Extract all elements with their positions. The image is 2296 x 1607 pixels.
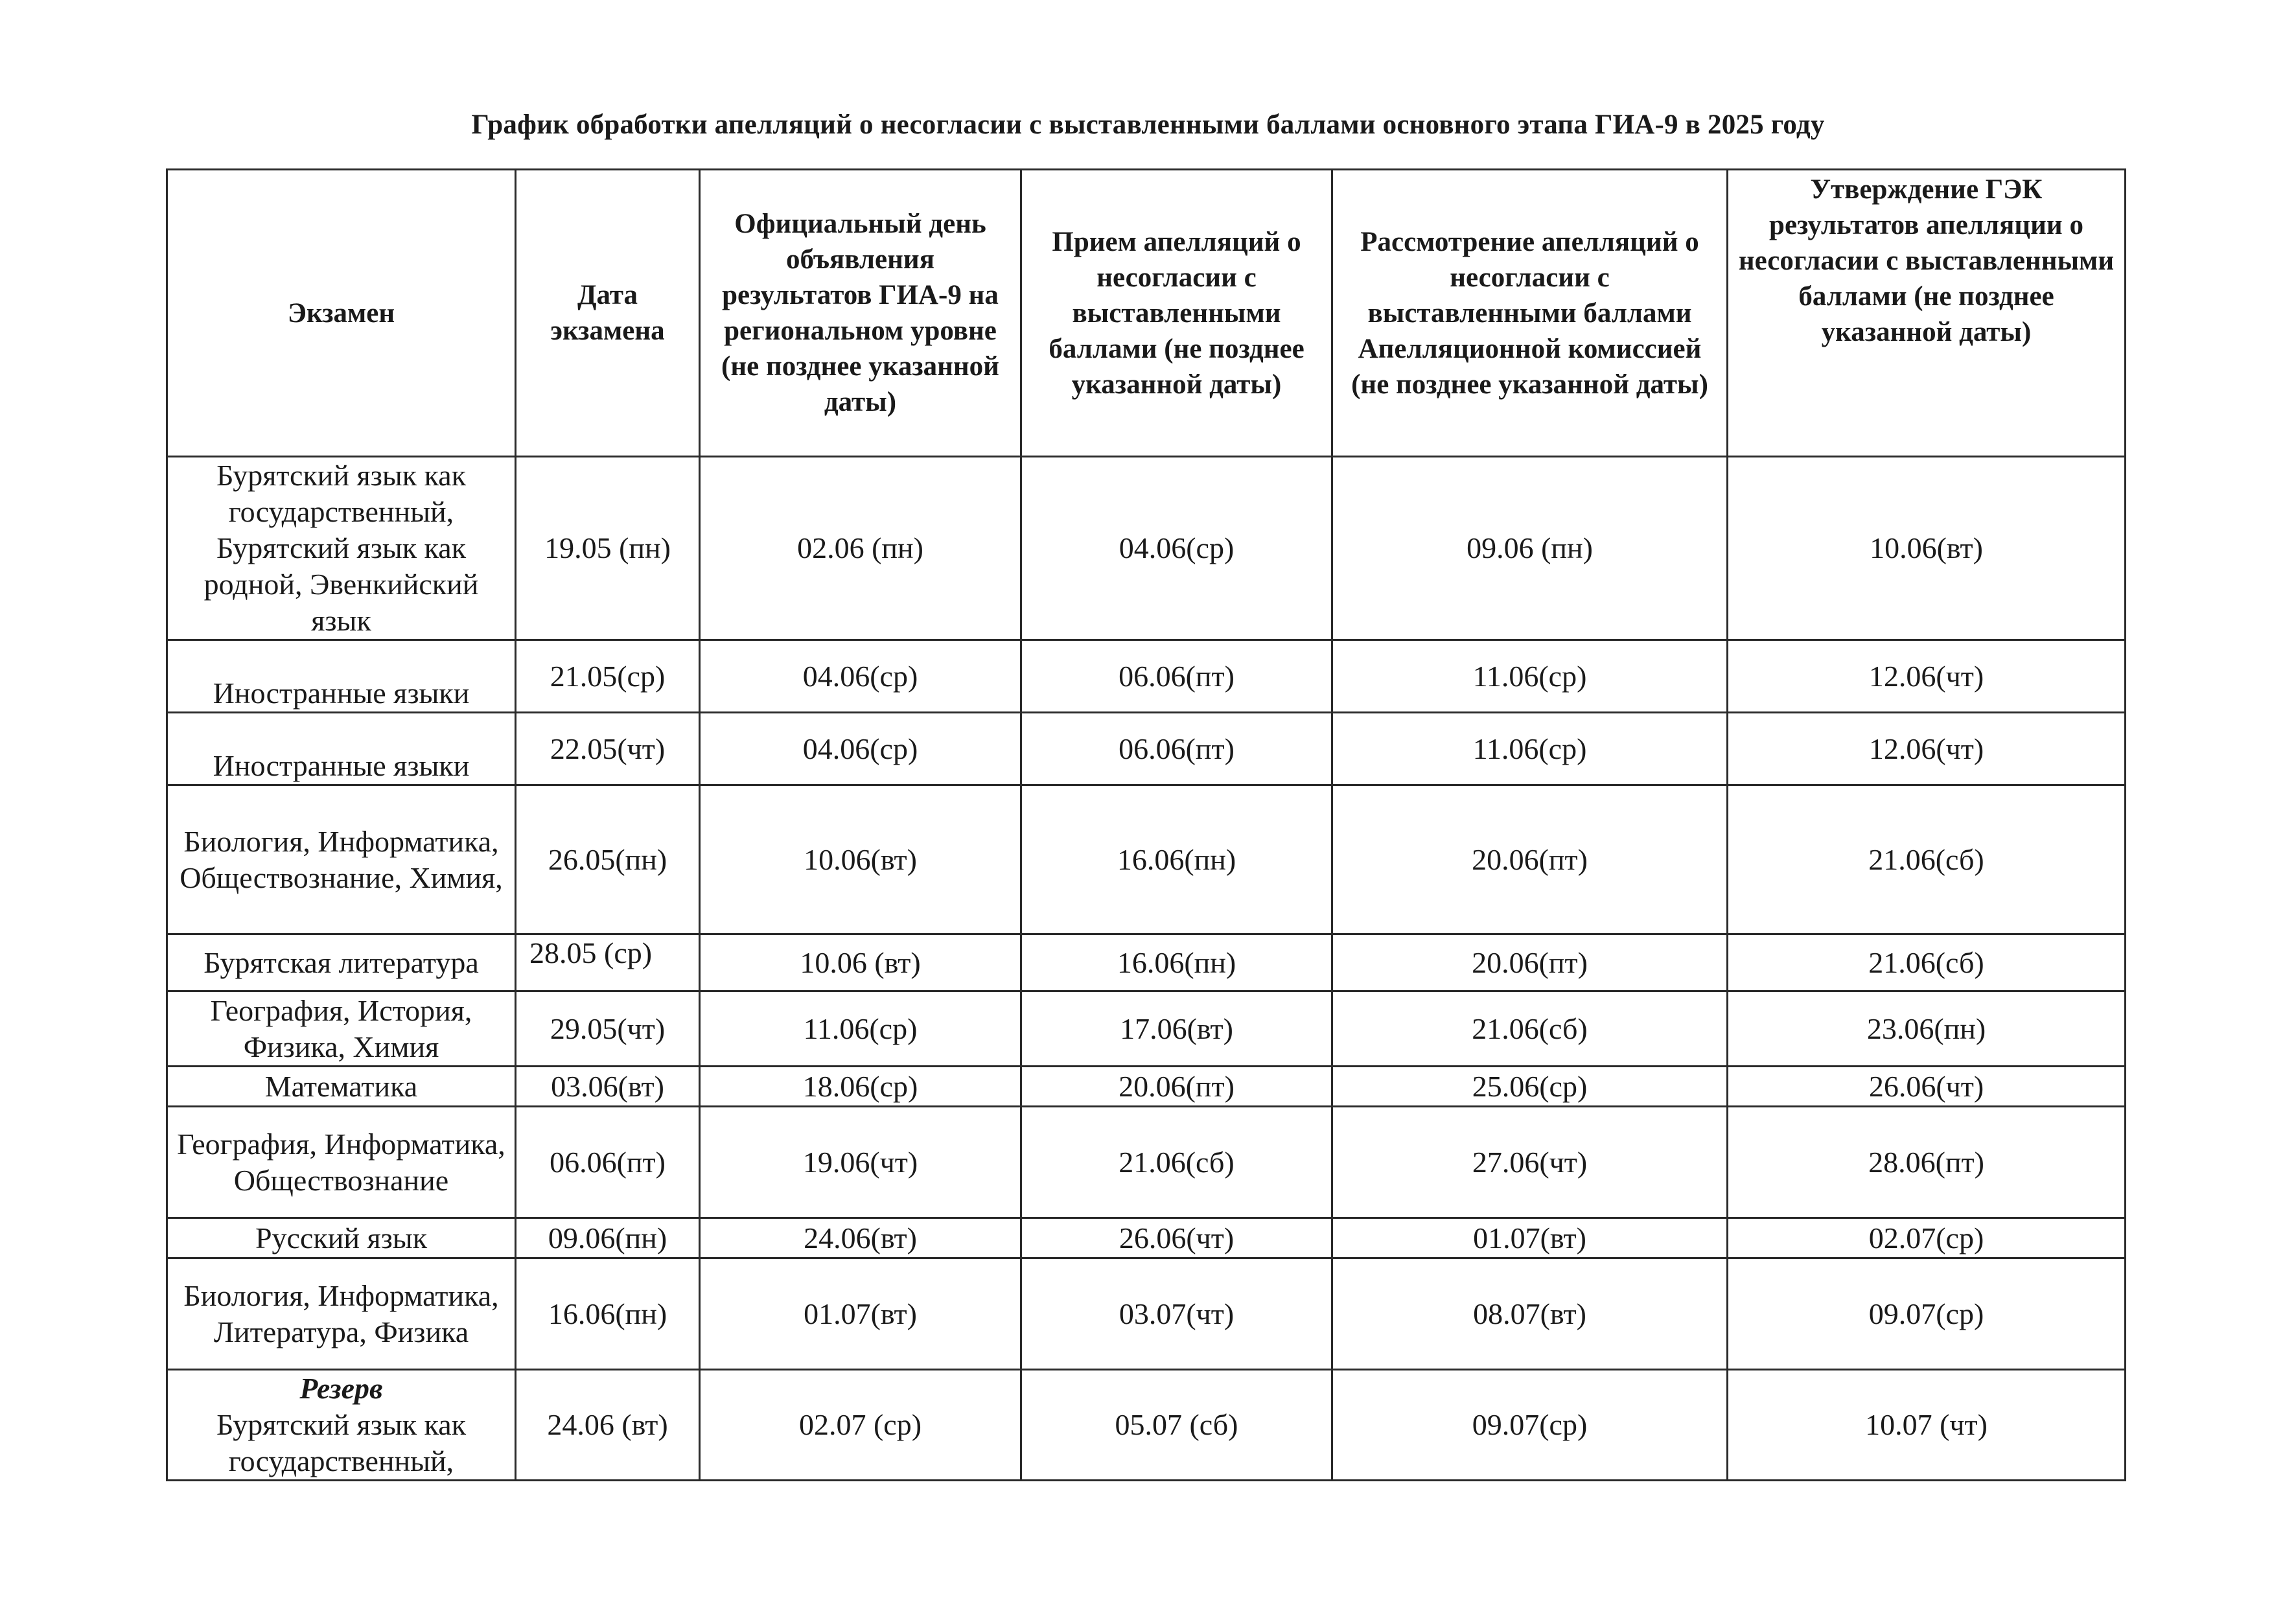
header-exam-date: Дата экзамена bbox=[516, 170, 700, 457]
cell-exam-date: 03.06(вт) bbox=[516, 1067, 700, 1107]
cell-exam-date: 29.05(чт) bbox=[516, 991, 700, 1067]
cell-gek-approval: 28.06(пт) bbox=[1728, 1107, 2126, 1218]
cell-gek-approval: 12.06(чт) bbox=[1728, 713, 2126, 785]
cell-gek-approval: 26.06(чт) bbox=[1728, 1067, 2126, 1107]
cell-exam-date: 06.06(пт) bbox=[516, 1107, 700, 1218]
cell-gek-approval: 02.07(ср) bbox=[1728, 1218, 2126, 1258]
cell-results-day: 02.06 (пн) bbox=[700, 457, 1021, 640]
table-row bbox=[167, 1258, 2126, 1370]
cell-appeal-review: 27.06(чт) bbox=[1332, 1107, 1728, 1218]
cell-exam-date: 24.06 (вт) bbox=[516, 1370, 700, 1481]
table-row bbox=[167, 713, 2126, 785]
cell-exam: Иностранные языки bbox=[167, 713, 516, 785]
cell-results-day: 04.06(ср) bbox=[700, 640, 1021, 713]
cell-exam-date: 09.06(пн) bbox=[516, 1218, 700, 1258]
cell-exam-date: 22.05(чт) bbox=[516, 713, 700, 785]
table-row bbox=[167, 991, 2126, 1067]
cell-exam: Математика bbox=[167, 1067, 516, 1107]
header-results-day: Официальный день объявления результатов ГИА-9 на региональном уровне (не позднее указанной даты) bbox=[700, 170, 1021, 457]
cell-gek-approval: 23.06(пн) bbox=[1728, 991, 2126, 1067]
cell-appeal-receipt: 06.06(пт) bbox=[1021, 713, 1332, 785]
cell-appeal-receipt: 06.06(пт) bbox=[1021, 640, 1332, 713]
cell-appeal-review: 01.07(вт) bbox=[1332, 1218, 1728, 1258]
cell-appeal-review: 21.06(сб) bbox=[1332, 991, 1728, 1067]
header-gek-approval: Утверждение ГЭК результатов апелляции о несогласии с выставленными баллами (не позднее указанной даты) bbox=[1728, 170, 2126, 457]
cell-appeal-review: 11.06(ср) bbox=[1332, 713, 1728, 785]
cell-results-day: 10.06(вт) bbox=[700, 785, 1021, 934]
cell-appeal-review: 09.06 (пн) bbox=[1332, 457, 1728, 640]
cell-gek-approval: 10.06(вт) bbox=[1728, 457, 2126, 640]
cell-appeal-receipt: 16.06(пн) bbox=[1021, 785, 1332, 934]
cell-exam: География, Информатика, Обществознание bbox=[167, 1107, 516, 1218]
cell-exam: Русский язык bbox=[167, 1218, 516, 1258]
cell-appeal-review: 20.06(пт) bbox=[1332, 934, 1728, 991]
table-row bbox=[167, 785, 2126, 934]
cell-exam bbox=[167, 1370, 516, 1481]
cell-appeal-review: 08.07(вт) bbox=[1332, 1258, 1728, 1370]
cell-exam: Иностранные языки bbox=[167, 640, 516, 713]
cell-appeal-receipt: 20.06(пт) bbox=[1021, 1067, 1332, 1107]
cell-results-day: 11.06(ср) bbox=[700, 991, 1021, 1067]
cell-results-day: 01.07(вт) bbox=[700, 1258, 1021, 1370]
cell-appeal-review: 25.06(ср) bbox=[1332, 1067, 1728, 1107]
cell-results-day: 18.06(ср) bbox=[700, 1067, 1021, 1107]
cell-appeal-receipt: 04.06(ср) bbox=[1021, 457, 1332, 640]
table-row bbox=[167, 640, 2126, 713]
header-appeal-receipt: Прием апелляций о несогласии с выставленными баллами (не позднее указанной даты) bbox=[1021, 170, 1332, 457]
cell-gek-approval: 09.07(ср) bbox=[1728, 1258, 2126, 1370]
cell-gek-approval: 21.06(сб) bbox=[1728, 934, 2126, 991]
cell-appeal-review: 20.06(пт) bbox=[1332, 785, 1728, 934]
cell-exam: Биология, Информатика, Обществознание, Химия, bbox=[167, 785, 516, 934]
cell-exam-date: 19.05 (пн) bbox=[516, 457, 700, 640]
cell-exam: Бурятский язык как государственный, Бурятский язык как родной, Эвенкийский язык bbox=[167, 457, 516, 640]
cell-appeal-receipt: 17.06(вт) bbox=[1021, 991, 1332, 1067]
cell-results-day: 04.06(ср) bbox=[700, 713, 1021, 785]
cell-exam-date: 21.05(ср) bbox=[516, 640, 700, 713]
header-exam: Экзамен bbox=[167, 170, 516, 457]
cell-exam-text: Бурятский язык как государственный, bbox=[216, 1408, 467, 1477]
table-row bbox=[167, 1370, 2126, 1481]
cell-appeal-receipt: 05.07 (сб) bbox=[1021, 1370, 1332, 1481]
header-appeal-review: Рассмотрение апелляций о несогласии с выставленными баллами Апелляционной комиссией (не позднее указанной даты) bbox=[1332, 170, 1728, 457]
cell-results-day: 10.06 (вт) bbox=[700, 934, 1021, 991]
cell-appeal-receipt: 26.06(чт) bbox=[1021, 1218, 1332, 1258]
table-row bbox=[167, 457, 2126, 640]
table-header-row bbox=[167, 170, 2126, 457]
table-row bbox=[167, 934, 2126, 991]
cell-exam-date: 26.05(пн) bbox=[516, 785, 700, 934]
cell-results-day: 19.06(чт) bbox=[700, 1107, 1021, 1218]
cell-results-day: 24.06(вт) bbox=[700, 1218, 1021, 1258]
reserve-label: Резерв bbox=[299, 1372, 383, 1405]
cell-exam: Биология, Информатика, Литература, Физика bbox=[167, 1258, 516, 1370]
cell-gek-approval: 12.06(чт) bbox=[1728, 640, 2126, 713]
table-row bbox=[167, 1218, 2126, 1258]
cell-appeal-receipt: 16.06(пн) bbox=[1021, 934, 1332, 991]
cell-appeal-receipt: 03.07(чт) bbox=[1021, 1258, 1332, 1370]
cell-exam: География, История, Физика, Химия bbox=[167, 991, 516, 1067]
table-row bbox=[167, 1107, 2126, 1218]
cell-appeal-review: 11.06(ср) bbox=[1332, 640, 1728, 713]
table-row bbox=[167, 1067, 2126, 1107]
cell-gek-approval: 21.06(сб) bbox=[1728, 785, 2126, 934]
page-title: График обработки апелляций о несогласии с выставленными баллами основного этапа ГИА-9 в 2025 году bbox=[471, 110, 1825, 140]
cell-exam-date: 28.05 (ср) bbox=[516, 934, 700, 991]
appeals-schedule-table bbox=[166, 168, 2126, 1481]
cell-results-day: 02.07 (ср) bbox=[700, 1370, 1021, 1481]
cell-gek-approval: 10.07 (чт) bbox=[1728, 1370, 2126, 1481]
cell-exam: Бурятская литература bbox=[167, 934, 516, 991]
cell-exam-date: 16.06(пн) bbox=[516, 1258, 700, 1370]
cell-appeal-receipt: 21.06(сб) bbox=[1021, 1107, 1332, 1218]
cell-appeal-review: 09.07(ср) bbox=[1332, 1370, 1728, 1481]
